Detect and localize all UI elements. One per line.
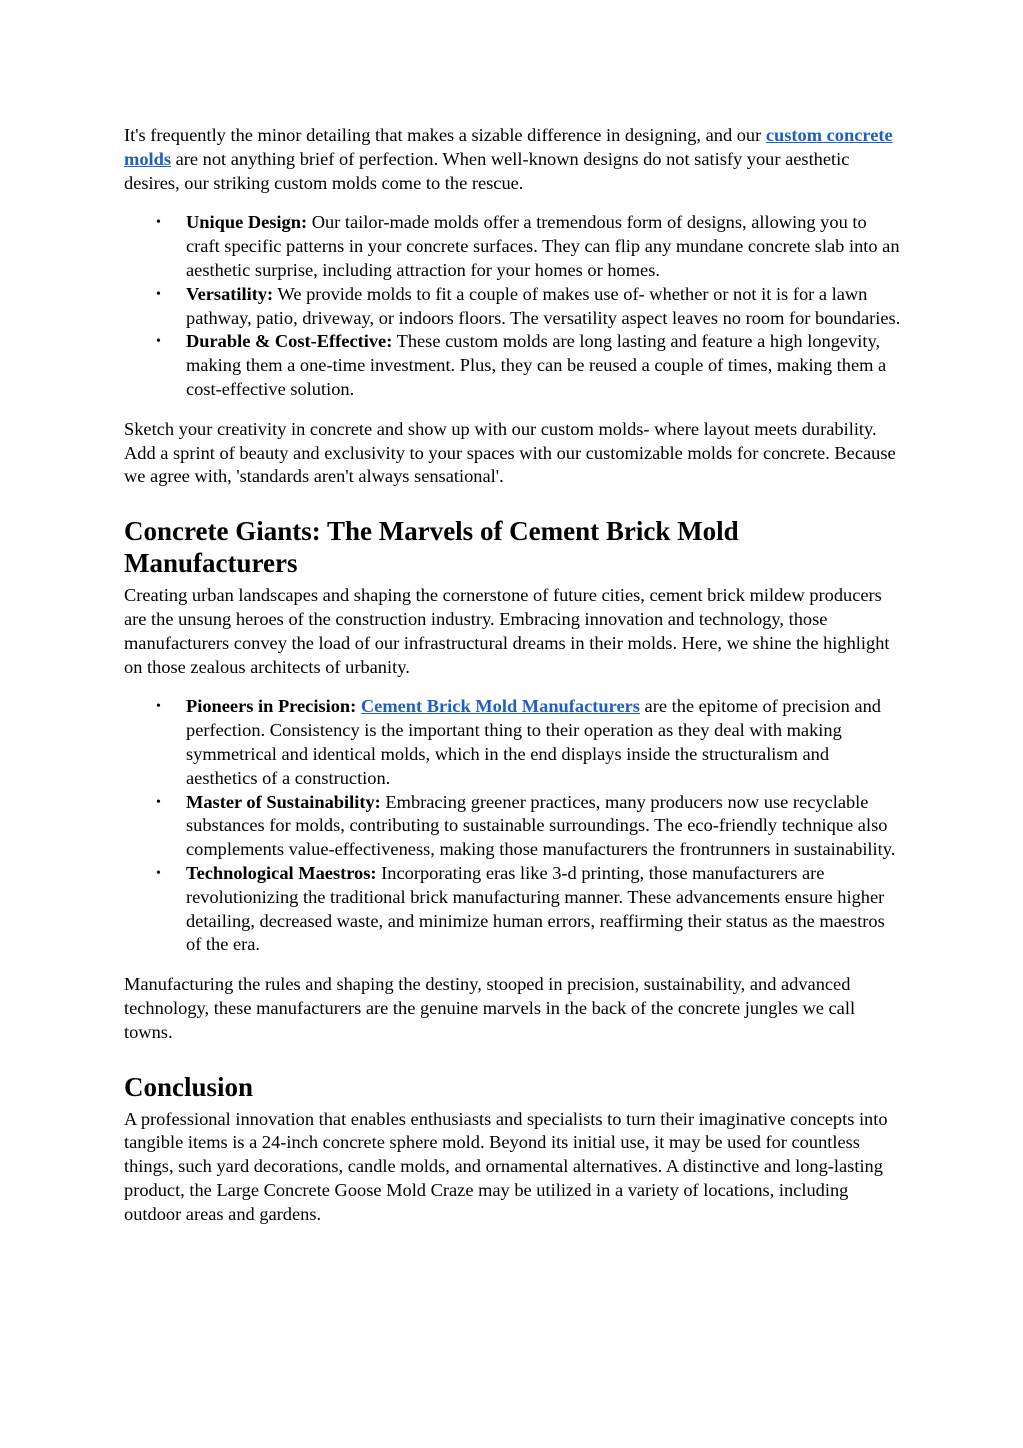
giants-heading: Concrete Giants: The Marvels of Cement Brick Mold Manufacturers bbox=[124, 516, 739, 579]
bullet-icon: • bbox=[156, 286, 161, 302]
intro-text-before: It's frequently the minor detailing that makes a sizable difference in designing, and our bbox=[124, 125, 766, 145]
list-item-text: Incorporating eras like 3-d printing, those manufacturers are revolutionizing the traditional brick manufacturing manner. These advancements ensure higher detailing, decreased waste, and minimize human errors, reaffirming their status as the maestros of the era. bbox=[186, 862, 885, 955]
conclusion-heading: Conclusion bbox=[124, 1071, 254, 1102]
intro-text-after: are not anything brief of perfection. When well-known designs do not satisfy your aesthetic desires, our striking custom molds come to the rescue. bbox=[124, 148, 850, 193]
intro-paragraph bbox=[124, 124, 904, 195]
list-item-technological bbox=[124, 862, 904, 957]
manufacturing-paragraph: Manufacturing the rules and shaping the destiny, stooped in precision, sustainability, and advanced technology, these manufacturers are the genuine marvels in the back of the concrete jungles we call towns. bbox=[124, 974, 856, 1042]
list-item-text: Our tailor-made molds offer a tremendous form of designs, allowing you to craft specific patterns in your concrete surfaces. They can flip any mundane concrete slab into an aesthetic surprise, including attraction for your homes or homes. bbox=[186, 212, 900, 280]
bullet-icon: • bbox=[156, 215, 161, 231]
list-item-versatility bbox=[124, 283, 904, 331]
list-item-text: We provide molds to fit a couple of makes use of- whether or not it is for a lawn pathway, patio, driveway, or indoors floors. The versatility aspect leaves no room for boundaries. bbox=[186, 283, 901, 328]
manufacturers-list bbox=[124, 695, 904, 957]
bullet-icon: • bbox=[156, 334, 161, 350]
sketch-paragraph: Sketch your creativity in concrete and show up with our custom molds- where layout meets durability. Add a sprint of beauty and exclusivity to your spaces with our customizable molds for concrete. Because we agree with, 'standards aren't always sensational'. bbox=[124, 418, 896, 487]
custom-concrete-molds-link[interactable]: custom concrete molds bbox=[124, 125, 893, 169]
list-item-durable bbox=[124, 330, 904, 401]
list-item-title: Master of Sustainability: bbox=[186, 791, 381, 812]
bullet-icon: • bbox=[156, 794, 161, 810]
giants-paragraph: Creating urban landscapes and shaping the cornerstone of future cities, cement brick mildew producers are the unsung heroes of the construction industry. Embracing innovation and technology, those manufacturers convey the load of our infrastructural dreams in their molds. Here, we shine the highlight on those zealous architects of urbanity. bbox=[124, 585, 890, 677]
list-item-sustainability bbox=[124, 791, 904, 862]
cement-brick-mold-manufacturers-link[interactable]: Cement Brick Mold Manufacturers bbox=[360, 696, 640, 717]
list-item-pioneers bbox=[124, 695, 904, 790]
bullet-icon: • bbox=[156, 699, 161, 715]
bullet-icon: • bbox=[156, 865, 161, 881]
features-list bbox=[124, 211, 904, 401]
conclusion-paragraph: A professional innovation that enables enthusiasts and specialists to turn their imaginative concepts into tangible items is a 24-inch concrete sphere mold. Beyond its initial use, it may be used for countless things, such yard decorations, candle molds, and ornamental alternatives. A distinctive and long-lasting product, the Large Concrete Goose Mold Craze may be utilized in a variety of locations, including outdoor areas and gardens. bbox=[124, 1108, 888, 1224]
list-item-title: Versatility: bbox=[186, 283, 274, 304]
list-item-title: Pioneers in Precision: bbox=[186, 696, 357, 717]
list-item-text: are the epitome of precision and perfection. Consistency is the important thing to their operation as they deal with making symmetrical and identical molds, which in the end displays inside the structuralism and aesthetics of a construction. bbox=[186, 696, 881, 788]
list-item-title: Durable & Cost-Effective: bbox=[186, 331, 393, 352]
list-item-text: Embracing greener practices, many producers now use recyclable substances for molds, contributing to sustainable surroundings. The eco-friendly technique also complements value-effectiveness, making those manufacturers the frontrunners in sustainability. bbox=[186, 791, 896, 860]
list-item-text: These custom molds are long lasting and feature a high longevity, making them a one-time investment. Plus, they can be reused a couple of times, making them a cost-effective solution. bbox=[186, 331, 887, 399]
document-page bbox=[124, 124, 904, 1226]
list-item-title: Technological Maestros: bbox=[186, 862, 377, 883]
list-item-title: Unique Design: bbox=[186, 212, 308, 233]
list-item-unique-design bbox=[124, 211, 904, 282]
